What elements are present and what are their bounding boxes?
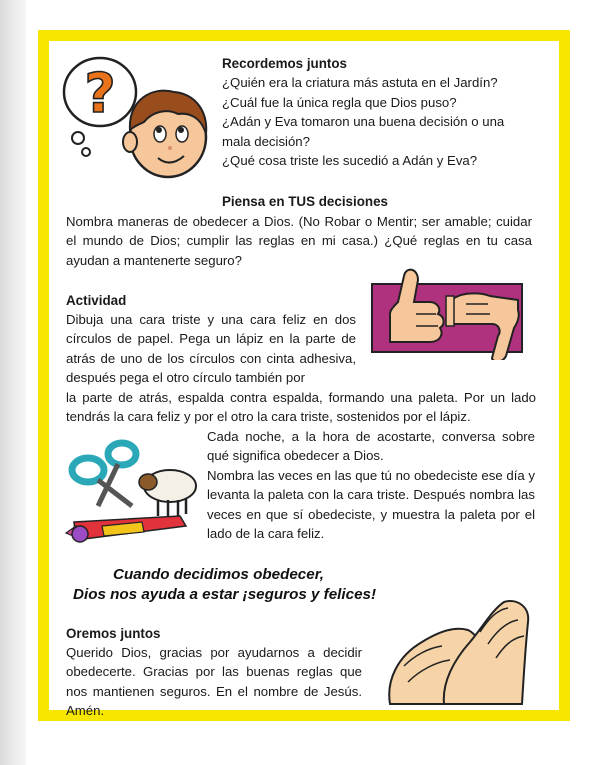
actividad-title: Actividad xyxy=(66,293,127,308)
oremos-title: Oremos juntos xyxy=(66,626,161,641)
question-2: ¿Cuál fue la única regla que Dios puso? xyxy=(222,94,457,110)
book-spine-shadow xyxy=(0,0,26,765)
piensa-body: Nombra maneras de obedecer a Dios. (No Robar o Mentir; ser amable; cuidar el mundo de Dios; cumplir las reglas en mi casa.) ¿Qué reglas en tu casa ayudan a mantenerte seguro? xyxy=(66,214,532,268)
recordemos-section xyxy=(222,54,552,170)
piensa-title: Piensa en TUS decisiones xyxy=(222,194,388,209)
svg-text:?: ? xyxy=(84,62,116,125)
slogan-line-2: Dios nos ayuda a estar ¡seguros y felices! xyxy=(73,586,377,603)
thinking-boy-question-icon xyxy=(56,42,216,192)
thumbs-up-down-icon xyxy=(370,262,528,360)
slogan-line-1: Cuando decidimos obedecer, xyxy=(113,566,324,583)
actividad-body-narrow: Dibuja una cara triste y una cara feliz en dos círculos de papel. Pega un lápiz en la parte de atrás de uno de los círculos con cinta adhesiva, después pega el otro círculo también por xyxy=(66,312,356,386)
question-4: ¿Qué cosa triste les sucedió a Adán y Eva? xyxy=(222,153,478,169)
actividad-body-wide: la parte de atrás, espalda contra espalda, formando una paleta. Por un lado tendrás la cara feliz y por el otro la cara triste, sostenidos por el lápiz. xyxy=(66,390,536,425)
question-3: ¿Adán y Eva tomaron una buena decisión o una mala decisión? xyxy=(222,114,505,149)
recordemos-title: Recordemos juntos xyxy=(222,56,348,71)
praying-hands-icon xyxy=(384,596,534,708)
actividad-body-right-2: Nombra las veces en las que tú no obedeciste ese día y levanta la paleta con la cara triste. Después nombra las veces en que sí obedeciste, y muestra la paleta por el lado de la cara feliz. xyxy=(207,468,535,542)
actividad-body-right-1: Cada noche, a la hora de acostarte, conversa sobre qué significa obedecer a Dios. xyxy=(207,429,535,464)
oremos-body: Querido Dios, gracias por ayudarnos a decidir obedecerte. Gracias por las buenas reglas que nos mantienen seguros. En el nombre de Jesús. Amén. xyxy=(66,645,362,719)
question-1: ¿Quién era la criatura más astuta en el Jardín? xyxy=(222,75,498,91)
craft-supplies-icon xyxy=(62,436,212,550)
